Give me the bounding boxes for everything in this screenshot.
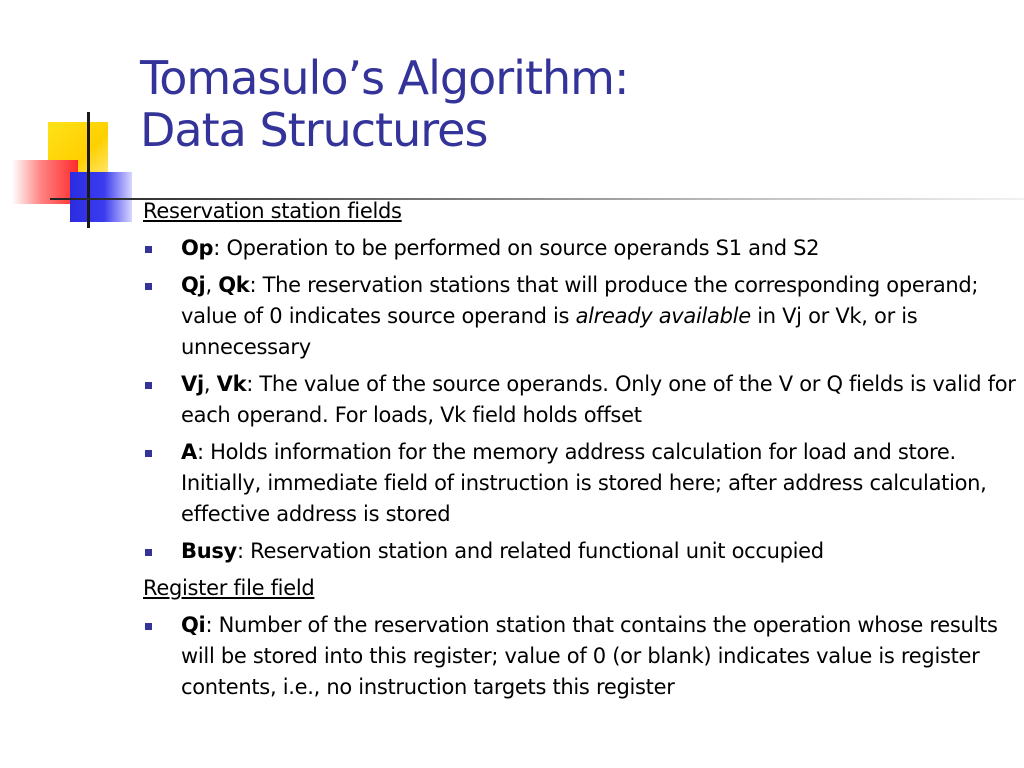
square-bullet-icon — [145, 283, 152, 290]
slide-title — [140, 52, 628, 156]
key-separator: , — [205, 273, 219, 297]
field-key: Vj — [181, 372, 204, 396]
square-bullet-icon — [145, 549, 152, 556]
item-description: : Holds information for the memory address calculation for load and store. Initially, immediate field of instruction is stored here; after address calculation, effective address is stored — [181, 440, 987, 526]
field-key-2: Vk — [216, 372, 247, 396]
list-item-a — [143, 437, 1018, 530]
item-text — [181, 273, 978, 359]
square-bullet-icon — [145, 246, 152, 253]
item-description: : Operation to be performed on source operands S1 and S2 — [213, 236, 820, 260]
key-separator: , — [203, 372, 217, 396]
section-heading-reservation-station: Reservation station fields — [143, 199, 402, 223]
item-text — [181, 440, 987, 526]
item-tail: in Vj or Vk, or is unnecessary — [181, 304, 918, 359]
square-bullet-icon — [145, 623, 152, 630]
list-item-op — [143, 233, 1018, 264]
item-text — [181, 613, 998, 699]
logo-blue-square — [70, 172, 132, 222]
section-heading-register-file: Register file field — [143, 576, 315, 600]
item-description: : The value of the source operands. Only one of the V or Q fields is valid for each operand. For loads, Vk field holds offset — [181, 372, 1016, 427]
field-key: Qj — [181, 273, 206, 297]
square-bullet-icon — [145, 450, 152, 457]
item-emphasis: already available — [575, 304, 751, 328]
title-line-1: Tomasulo’s Algorithm: — [140, 51, 629, 105]
item-description: : Reservation station and related functional unit occupied — [236, 539, 824, 563]
field-key: Busy — [181, 539, 237, 563]
item-text — [181, 236, 819, 260]
square-bullet-icon — [145, 382, 152, 389]
field-key: Qi — [181, 613, 206, 637]
item-text — [181, 539, 824, 563]
list-item-vj-vk — [143, 369, 1018, 431]
logo-vertical-line — [87, 112, 90, 228]
field-key: Op — [181, 236, 214, 260]
item-description: : The reservation stations that will produce the corresponding operand; value of 0 indicates source operand is — [181, 273, 979, 328]
title-line-2: Data Structures — [140, 103, 488, 157]
field-key-2: Qk — [218, 273, 250, 297]
slide-body — [143, 194, 1018, 703]
field-key: A — [181, 440, 197, 464]
item-description: : Number of the reservation station that contains the operation whose results will be stored into this register; value of 0 (or blank) indicates value is register contents, i.e., no instruction targets this register — [181, 613, 998, 699]
list-item-qj-qk — [143, 270, 1018, 363]
list-item-qi — [143, 610, 1018, 703]
list-item-busy — [143, 536, 1018, 567]
item-text — [181, 372, 1016, 427]
